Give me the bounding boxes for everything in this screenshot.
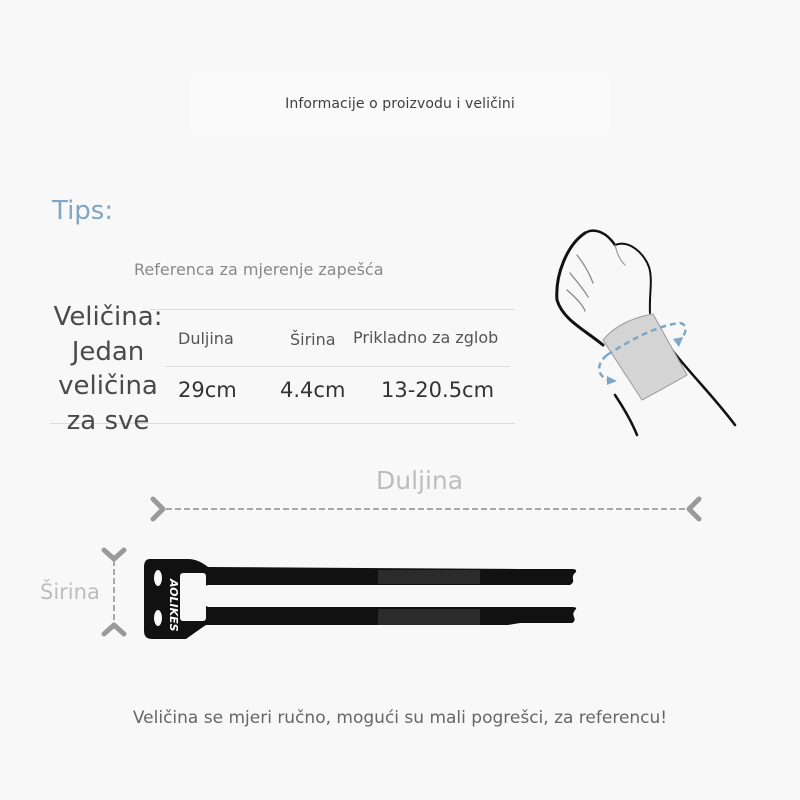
reference-title: Referenca za mjerenje zapešća xyxy=(134,260,384,279)
column-header-width: Širina xyxy=(290,330,336,349)
cell-width: 4.4cm xyxy=(280,378,346,402)
brand-logo: AOLIKES xyxy=(167,579,180,632)
size-label-line: Jedan xyxy=(71,336,145,367)
strap-product-image xyxy=(140,545,720,645)
cell-length: 29cm xyxy=(178,378,237,402)
length-arrow-icon xyxy=(153,499,699,519)
tips-label: Tips: xyxy=(52,196,114,226)
column-header-length: Duljina xyxy=(178,329,234,348)
strap-hole xyxy=(154,610,162,626)
width-arrow-icon xyxy=(104,550,124,634)
length-dimension-label: Duljina xyxy=(376,466,464,495)
size-label-line: Veličina: xyxy=(53,302,163,332)
size-label-line: veličina xyxy=(58,371,158,401)
footer-note: Veličina se mjeri ručno, mogući su mali pogrešci, za referencu! xyxy=(132,708,668,728)
column-header-wrist-fit: Prikladno za zglob xyxy=(353,328,499,347)
width-dimension-label: Širina xyxy=(40,580,100,604)
size-label-line: za sve xyxy=(66,405,150,436)
header-title: Informacije o proizvodu i veličini xyxy=(285,96,515,112)
strap-hole xyxy=(154,570,162,586)
cell-wrist-fit: 13-20.5cm xyxy=(381,378,495,402)
strap-loop-slot xyxy=(180,573,206,621)
